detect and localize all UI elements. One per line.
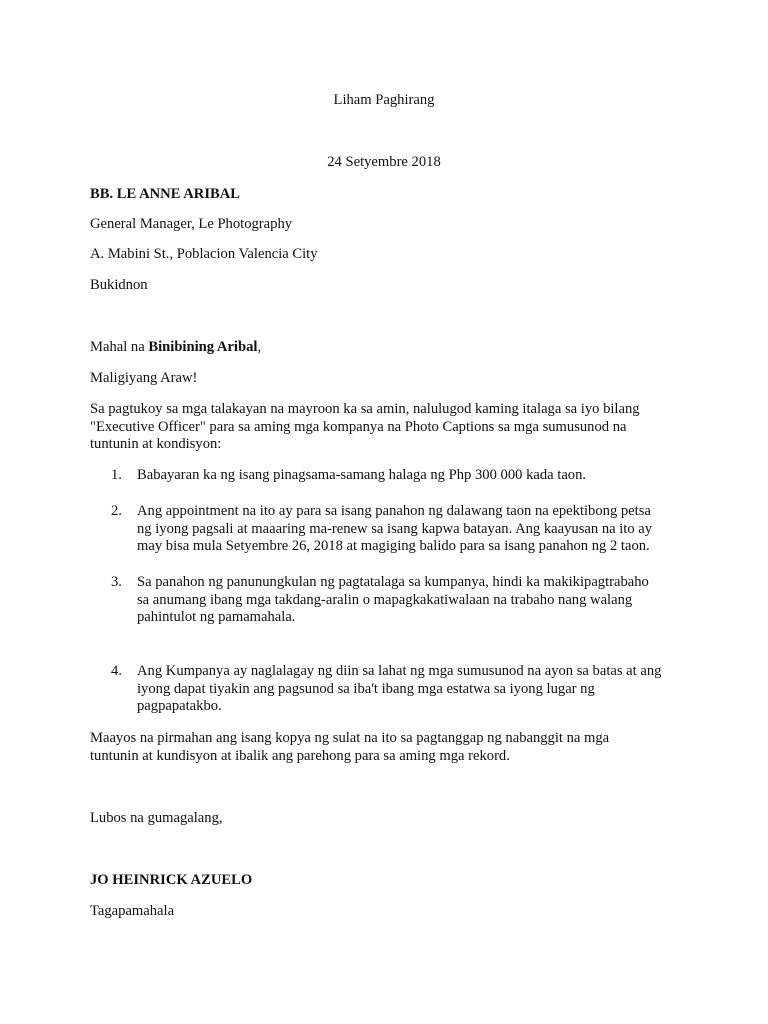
list-text: [137, 503, 717, 556]
letter-title: Liham Paghirang: [333, 92, 435, 108]
list-line: pahintulot ng pamamahala.: [137, 609, 296, 625]
list-line: Babayaran ka ng isang pinagsama-samang halaga ng Php 300 000 kada taon.: [137, 467, 587, 483]
salutation-prefix: Mahal na: [90, 339, 149, 355]
greeting: Maligiyang Araw!: [90, 370, 198, 386]
closing-line: Maayos na pirmahan ang isang kopya ng sulat na ito sa pagtanggap ng nabanggit na mga: [90, 730, 610, 746]
recipient-address-line2: Bukidnon: [90, 277, 148, 293]
list-line: sa anumang ibang mga takdang-aralin o mapagkakatiwalaan na trabaho nang walang: [137, 591, 633, 608]
list-number: 2.: [111, 503, 122, 519]
list-number: 1.: [111, 467, 122, 483]
list-number: 4.: [111, 663, 122, 679]
salutation-name: Binibining Aribal: [148, 339, 258, 355]
list-line: Sa panahon ng panunungkulan ng pagtatalaga sa kumpanya, hindi ka makikipagtrabaho: [137, 574, 649, 590]
list-line: Ang Kumpanya ay naglalagay ng diin sa lahat ng mga sumusunod na ayon sa batas at ang: [137, 663, 662, 679]
intro-paragraph: [90, 401, 690, 454]
recipient-address-line1: A. Mabini St., Poblacion Valencia City: [90, 246, 318, 262]
salutation-suffix: ,: [257, 339, 262, 355]
list-line: Ang appointment na ito ay para sa isang panahon ng dalawang taon na epektibong petsa: [137, 503, 651, 519]
recipient-position: General Manager, Le Photography: [90, 216, 293, 232]
list-text: [137, 467, 717, 485]
recipient-name: BB. LE ANNE ARIBAL: [90, 186, 241, 202]
list-line: may bisa mula Setyembre 26, 2018 at magiging balido para sa isang panahon ng 2 taon.: [137, 538, 650, 554]
list-text: [137, 663, 717, 716]
list-text: [137, 574, 717, 627]
closing-paragraph: [90, 730, 690, 765]
letter-date: 24 Setyembre 2018: [327, 154, 441, 170]
intro-line: "Executive Officer" para sa aming mga kompanya na Photo Captions sa mga sumusunod na: [90, 418, 627, 435]
list-line: iyong dapat tiyakin ang pagsunod sa iba't ibang mga estatwa sa iyong lugar ng: [137, 680, 595, 697]
list-number: 3.: [111, 574, 122, 590]
salutation: [90, 339, 261, 357]
complimentary-close: Lubos na gumagalang,: [90, 810, 223, 826]
list-line: ng iyong pagsali at maaaring ma-renew sa isang kapwa batayan. Ang kaayusan na ito ay: [137, 520, 653, 537]
intro-line: tuntunin at kondisyon:: [90, 436, 222, 452]
sender-title: Tagapamahala: [90, 903, 175, 919]
sender-name: JO HEINRICK AZUELO: [90, 872, 253, 888]
intro-line: Sa pagtukoy sa mga talakayan na mayroon ka sa amin, nalulugod kaming italaga sa iyo bilang: [90, 401, 640, 417]
closing-line: tuntunin at kundisyon at ibalik ang parehong para sa aming mga rekord.: [90, 747, 510, 764]
list-line: pagpapatakbo.: [137, 698, 222, 714]
